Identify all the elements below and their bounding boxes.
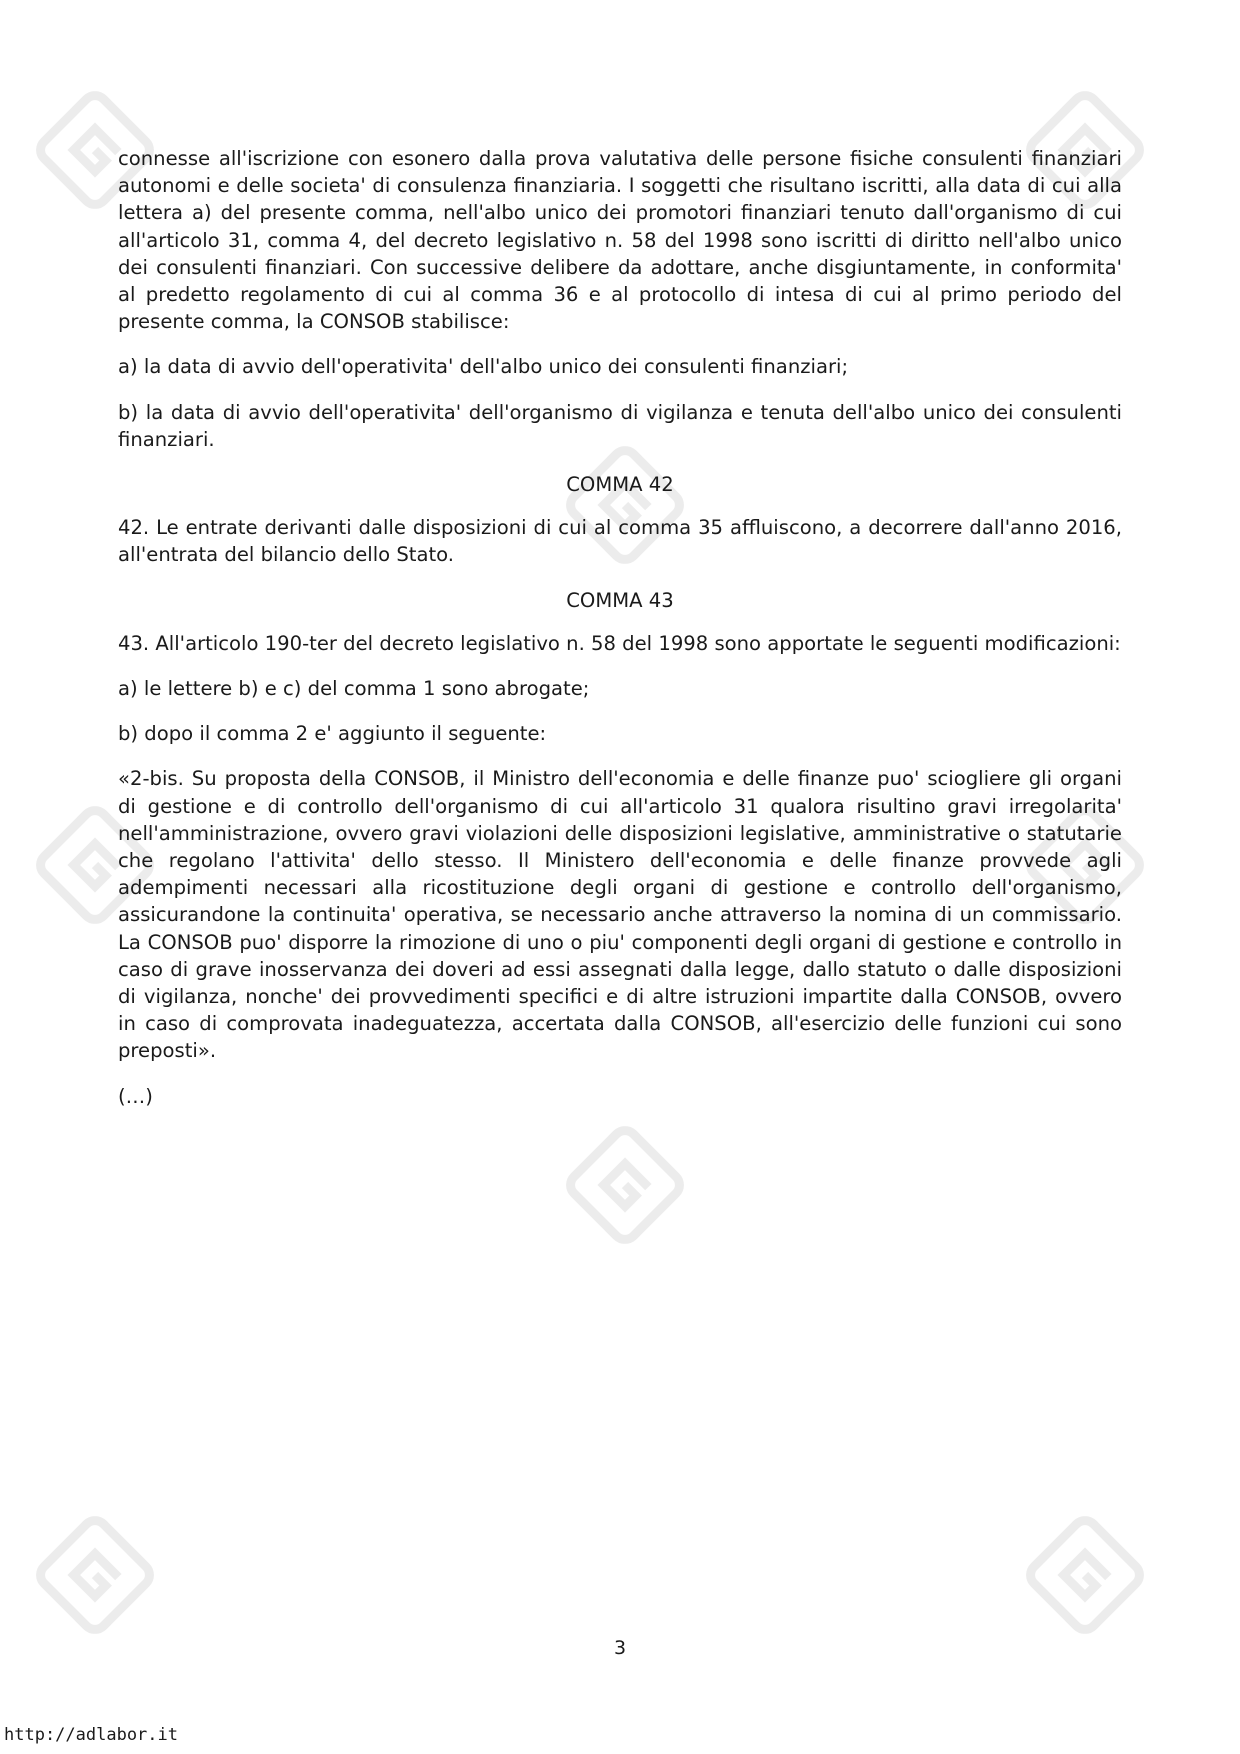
paragraph-comma-42: 42. Le entrate derivanti dalle disposizioni di cui al comma 35 affluiscono, a decorrere dall'anno 2016, all'entrata del bilancio dello Stato.	[118, 516, 1122, 567]
paragraph-comma-2-bis: «2-bis. Su proposta della CONSOB, il Ministro dell'economia e delle finanze puo' sciogliere gli organi di gestione e di controllo dell'organismo di cui all'articolo 31 qualora risultino gravi irregolarita' nell'amministrazione, ovvero gravi violazioni delle disposizioni legislative, amministrative o statutarie che regolano l'attivita' dello stesso. Il Ministero dell'economia e delle finanze provvede agli adempimenti necessari alla ricostituzione degli organi di gestione e controllo dell'organismo, assicurandone la continuita' operativa, se necessario anche attraverso la nomina di un commissario. La CONSOB puo' disporre la rimozione di uno o piu' componenti degli organi di gestione e controllo in caso di grave inosservanza dei doveri ad essi assegnati dalla legge, dallo statuto o dalle disposizioni di vigilanza, nonche' dei provvedimenti specifici e di altre istruzioni impartite dalla CONSOB, ovvero in caso di comprovata inadeguatezza, accertata dalla CONSOB, all'esercizio delle funzioni cui sono preposti».	[118, 767, 1122, 1063]
section-heading-comma-43: COMMA 43	[566, 588, 674, 612]
section-heading-comma-42: COMMA 42	[566, 473, 674, 497]
list-item-a: a) le lettere b) e c) del comma 1 sono abrogate;	[118, 677, 590, 701]
list-item-b: b) dopo il comma 2 e' aggiunto il seguente:	[118, 722, 547, 746]
page-number: 3	[613, 1637, 627, 1659]
list-item-b: b) la data di avvio dell'operativita' dell'organismo di vigilanza e tenuta dell'albo unico dei consulenti finanziari.	[118, 400, 1122, 451]
list-item-a: a) la data di avvio dell'operativita' dell'albo unico dei consulenti finanziari;	[118, 355, 849, 379]
watermark-logo-icon	[20, 1500, 170, 1650]
paragraph-comma-43-intro: 43. All'articolo 190-ter del decreto legislativo n. 58 del 1998 sono apportate le seguenti modificazioni:	[118, 631, 1121, 655]
footer-url: http://adlabor.it	[4, 1725, 178, 1745]
document-body	[118, 145, 1122, 1128]
watermark-logo-icon	[1010, 1500, 1160, 1650]
ellipsis: (…)	[118, 1084, 153, 1108]
watermark-logo-icon	[550, 1110, 700, 1260]
paragraph-continuation: connesse all'iscrizione con esonero dalla prova valutativa delle persone fisiche consulenti finanziari autonomi e delle societa' di consulenza finanziaria. I soggetti che risultano iscritti, alla data di cui alla lettera a) del presente comma, nell'albo unico dei promotori finanziari tenuto dall'organismo di cui all'articolo 31, comma 4, del decreto legislativo n. 58 del 1998 sono iscritti di diritto nell'albo unico dei consulenti finanziari. Con successive delibere da adottare, anche disgiuntamente, in conformita' al predetto regolamento di cui al comma 36 e al protocollo di intesa di cui al primo periodo del presente comma, la CONSOB stabilisce:	[118, 147, 1122, 334]
